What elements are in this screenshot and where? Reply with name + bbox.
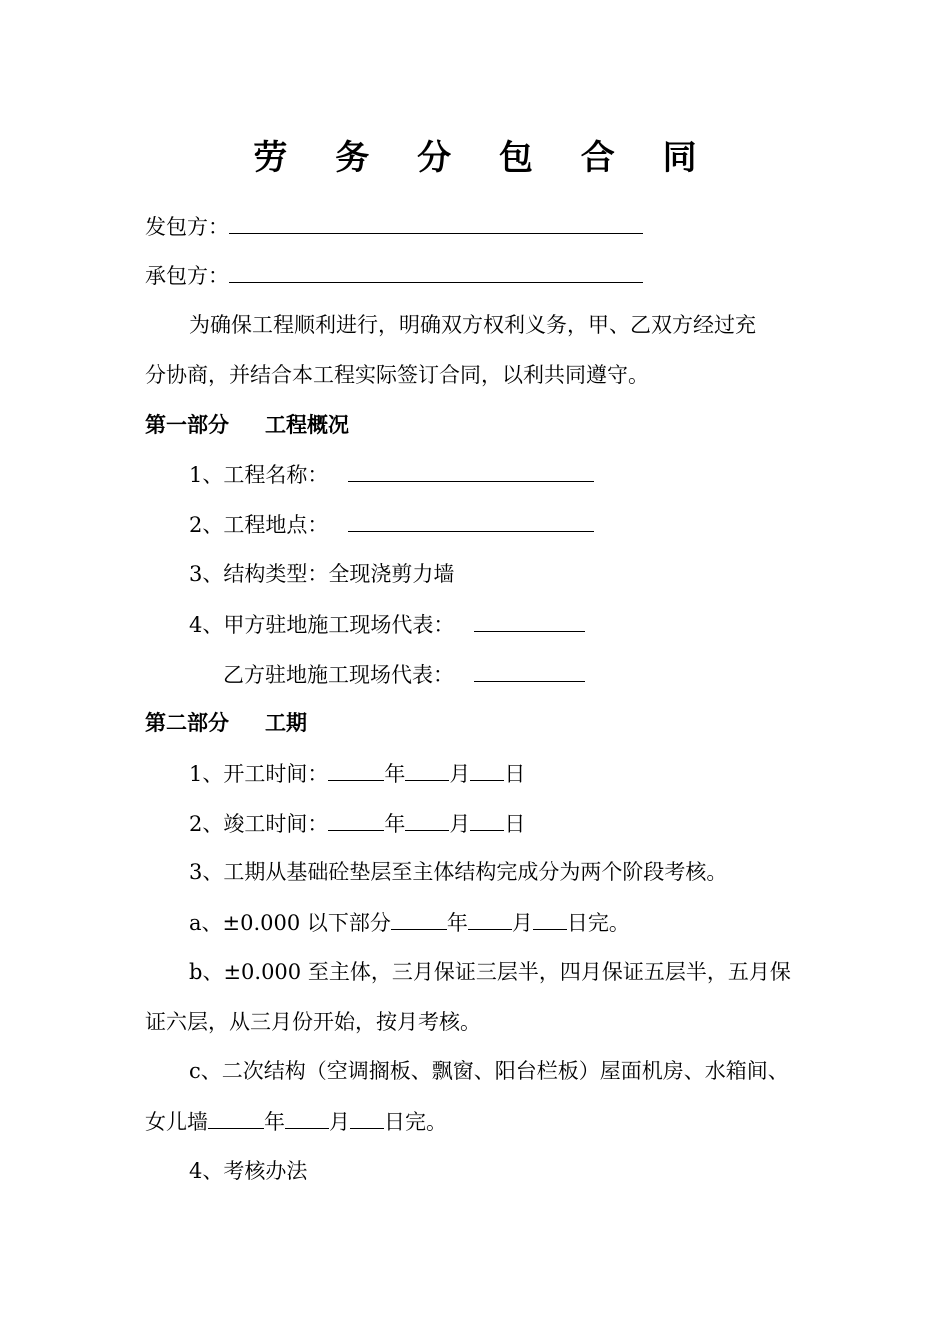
finish-day-label: 日 xyxy=(504,812,526,836)
contractor-label: 承包方： xyxy=(145,264,229,288)
phase-a-month-label: 月 xyxy=(511,911,533,935)
intro-line-2: 分协商，并结合本工程实际签订合同，以利共同遵守。 xyxy=(145,363,649,387)
phase-a-day-done: 日完。 xyxy=(566,911,630,935)
project-location-line xyxy=(189,509,594,540)
phase-a-year-label: 年 xyxy=(446,911,468,935)
phase-c-year-label: 年 xyxy=(264,1110,285,1134)
employer-blank xyxy=(229,211,643,234)
start-year-label: 年 xyxy=(384,762,406,786)
part2-heading-number: 第二部分 xyxy=(145,710,229,735)
finish-month-blank xyxy=(405,808,449,831)
finish-date-label: 2、竣工时间： xyxy=(189,812,329,836)
phase-b-line-2: 证六层，从三月份开始，按月考核。 xyxy=(145,1010,481,1034)
finish-month-label: 月 xyxy=(449,812,471,836)
party-a-rep-blank xyxy=(474,609,585,632)
phase-a-month-blank xyxy=(468,907,512,930)
start-day-blank xyxy=(470,758,504,781)
part1-heading-number: 第一部分 xyxy=(145,412,229,437)
schedule-phases-line: 3、工期从基础砼垫层至主体结构完成分为两个阶段考核。 xyxy=(189,860,728,884)
party-b-rep-line xyxy=(223,659,585,690)
phase-c-label: 女儿墙 xyxy=(145,1110,208,1134)
start-date-label: 1、开工时间： xyxy=(189,762,329,786)
project-location-label: 2、工程地点： xyxy=(189,513,329,537)
finish-date-line xyxy=(189,808,525,839)
phase-c-line-2 xyxy=(145,1106,447,1137)
party-b-rep-label: 乙方驻地施工现场代表： xyxy=(223,663,454,687)
employer-label: 发包方： xyxy=(145,215,229,239)
start-month-blank xyxy=(405,758,449,781)
contractor-blank xyxy=(229,260,643,283)
party-b-rep-blank xyxy=(474,659,585,682)
phase-a-label: a、±0.000 以下部分 xyxy=(189,911,391,935)
finish-year-label: 年 xyxy=(384,812,406,836)
structure-type-line: 3、结构类型：全现浇剪力墙 xyxy=(189,562,455,586)
start-date-line xyxy=(189,758,525,789)
phase-c-month-label: 月 xyxy=(329,1110,350,1134)
employer-line xyxy=(145,211,643,242)
start-month-label: 月 xyxy=(449,762,471,786)
start-year-blank xyxy=(328,758,384,781)
contractor-line xyxy=(145,260,643,291)
party-a-rep-line xyxy=(189,609,585,640)
start-day-label: 日 xyxy=(504,762,526,786)
intro-line-1: 为确保工程顺利进行，明确双方权利义务，甲、乙双方经过充 xyxy=(189,313,756,337)
part1-heading-title: 工程概况 xyxy=(265,412,349,437)
party-a-rep-label: 4、甲方驻地施工现场代表： xyxy=(189,613,455,637)
assessment-method-line: 4、考核办法 xyxy=(189,1159,308,1183)
phase-a-day-blank xyxy=(533,907,567,930)
phase-b-line-1: b、±0.000 至主体，三月保证三层半，四月保证五层半，五月保 xyxy=(189,960,791,984)
project-name-line xyxy=(189,459,594,490)
phase-c-month-blank xyxy=(285,1106,329,1129)
project-name-blank xyxy=(348,459,594,482)
part2-heading xyxy=(145,708,307,738)
phase-c-day-blank xyxy=(350,1106,384,1129)
phase-c-line-1: c、二次结构（空调搁板、飘窗、阳台栏板）屋面机房、水箱间、 xyxy=(189,1059,789,1083)
finish-year-blank xyxy=(328,808,384,831)
phase-c-year-blank xyxy=(208,1106,264,1129)
part2-heading-title: 工期 xyxy=(265,710,307,735)
part1-heading xyxy=(145,410,349,440)
phase-c-day-done: 日完。 xyxy=(384,1110,447,1134)
project-name-label: 1、工程名称： xyxy=(189,463,329,487)
project-location-blank xyxy=(348,509,594,532)
phase-a-line xyxy=(189,907,630,938)
document-title: 劳 务 分 包 合 同 xyxy=(253,138,715,178)
finish-day-blank xyxy=(470,808,504,831)
phase-a-year-blank xyxy=(391,907,447,930)
